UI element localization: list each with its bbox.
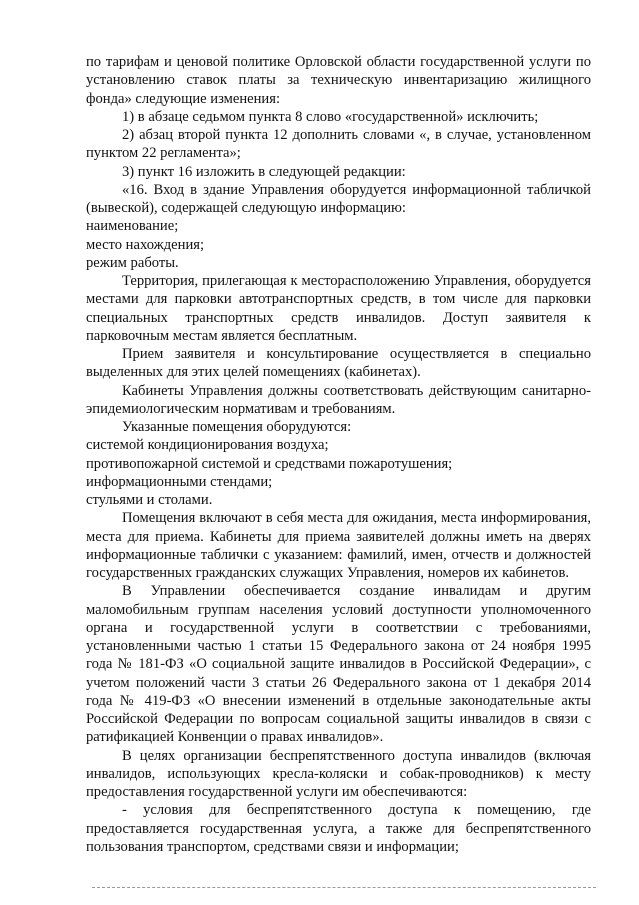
document-body — [86, 53, 591, 856]
paragraph-item-1: 1) в абзаце седьмом пункта 8 слово «государственной» исключить; — [122, 108, 539, 125]
paragraph-intro: по тарифам и ценовой политике Орловской области государственной услуги по установлению ставок платы за техническую инвентаризацию жилищного фонда» следующие изменения: — [86, 54, 591, 107]
paragraph-territory: Территория, прилегающая к месторасположению Управления, оборудуется местами для парковки автотранспортных средств, в том числе для парковки специальных транспортных средств инвалидов. Доступ заявителя к парковочным местам является бесплатным. — [86, 273, 591, 344]
page-bottom-divider — [92, 887, 596, 888]
list-item-name: наименование; — [86, 218, 179, 235]
paragraph-equipment-intro: Указанные помещения оборудуются: — [122, 419, 352, 435]
list-item-location: место нахождения; — [86, 236, 205, 253]
paragraph-clause-16: «16. Вход в здание Управления оборудуется информационной табличкой (вывеской), содержащей следующую информацию: — [86, 181, 591, 216]
list-item-info-stands: информационными стендами; — [86, 473, 273, 490]
list-item-chairs-tables: стульями и столами. — [86, 492, 213, 508]
paragraph-premises: Помещения включают в себя места для ожидания, места информирования, места для приема. Кабинеты для приема заявителей должны иметь на дверях информационные таблички с указанием: фамилий, имен, отчеств и должностей государственных гражданских служащих Управления, номеров их кабинетов. — [86, 510, 591, 581]
paragraph-item-2: 2) абзац второй пункта 12 дополнить словами «, в случае, установленном пунктом 22 регламента»; — [86, 127, 591, 162]
paragraph-access-conditions: - условия для беспрепятственного доступа к помещению, где предоставляется государственная услуга, а также для беспрепятственного пользования транспортом, средствами связи и информации; — [86, 802, 591, 855]
paragraph-access-organization: В целях организации беспрепятственного доступа инвалидов (включая инвалидов, использующих кресла-коляски и собак-проводников) к месту предоставления государственной услуги им обеспечиваются: — [86, 747, 591, 800]
list-item-air-conditioning: системой кондиционирования воздуха; — [86, 437, 329, 454]
paragraph-cabinets: Кабинеты Управления должны соответствовать действующим санитарно-эпидемиологическим нормативам и требованиям. — [86, 382, 591, 417]
paragraph-accessibility: В Управлении обеспечивается создание инвалидам и другим маломобильным группам населения условий доступности уполномоченного органа и государственной услуги в соответствии с требованиями, установленными частью 1 статьи 15 Федерального закона от 24 ноября 1995 года № 181-ФЗ «О социальной защите инвалидов в Российской Федерации», с учетом положений части 3 статьи 26 Федерального закона от 1 декабря 2014 года № 419-ФЗ «О внесении изменений в отдельные законодательные акты Российской Федерации по вопросам социальной защиты инвалидов в связи с ратификацией Конвенции о правах инвалидов». — [86, 583, 591, 746]
paragraph-reception: Прием заявителя и консультирование осуществляется в специально выделенных для этих целей помещениях (кабинетах). — [86, 346, 591, 381]
list-item-schedule: режим работы. — [86, 254, 179, 271]
list-item-fire-safety: противопожарной системой и средствами пожаротушения; — [86, 455, 453, 472]
paragraph-item-3: 3) пункт 16 изложить в следующей редакции: — [122, 163, 406, 180]
